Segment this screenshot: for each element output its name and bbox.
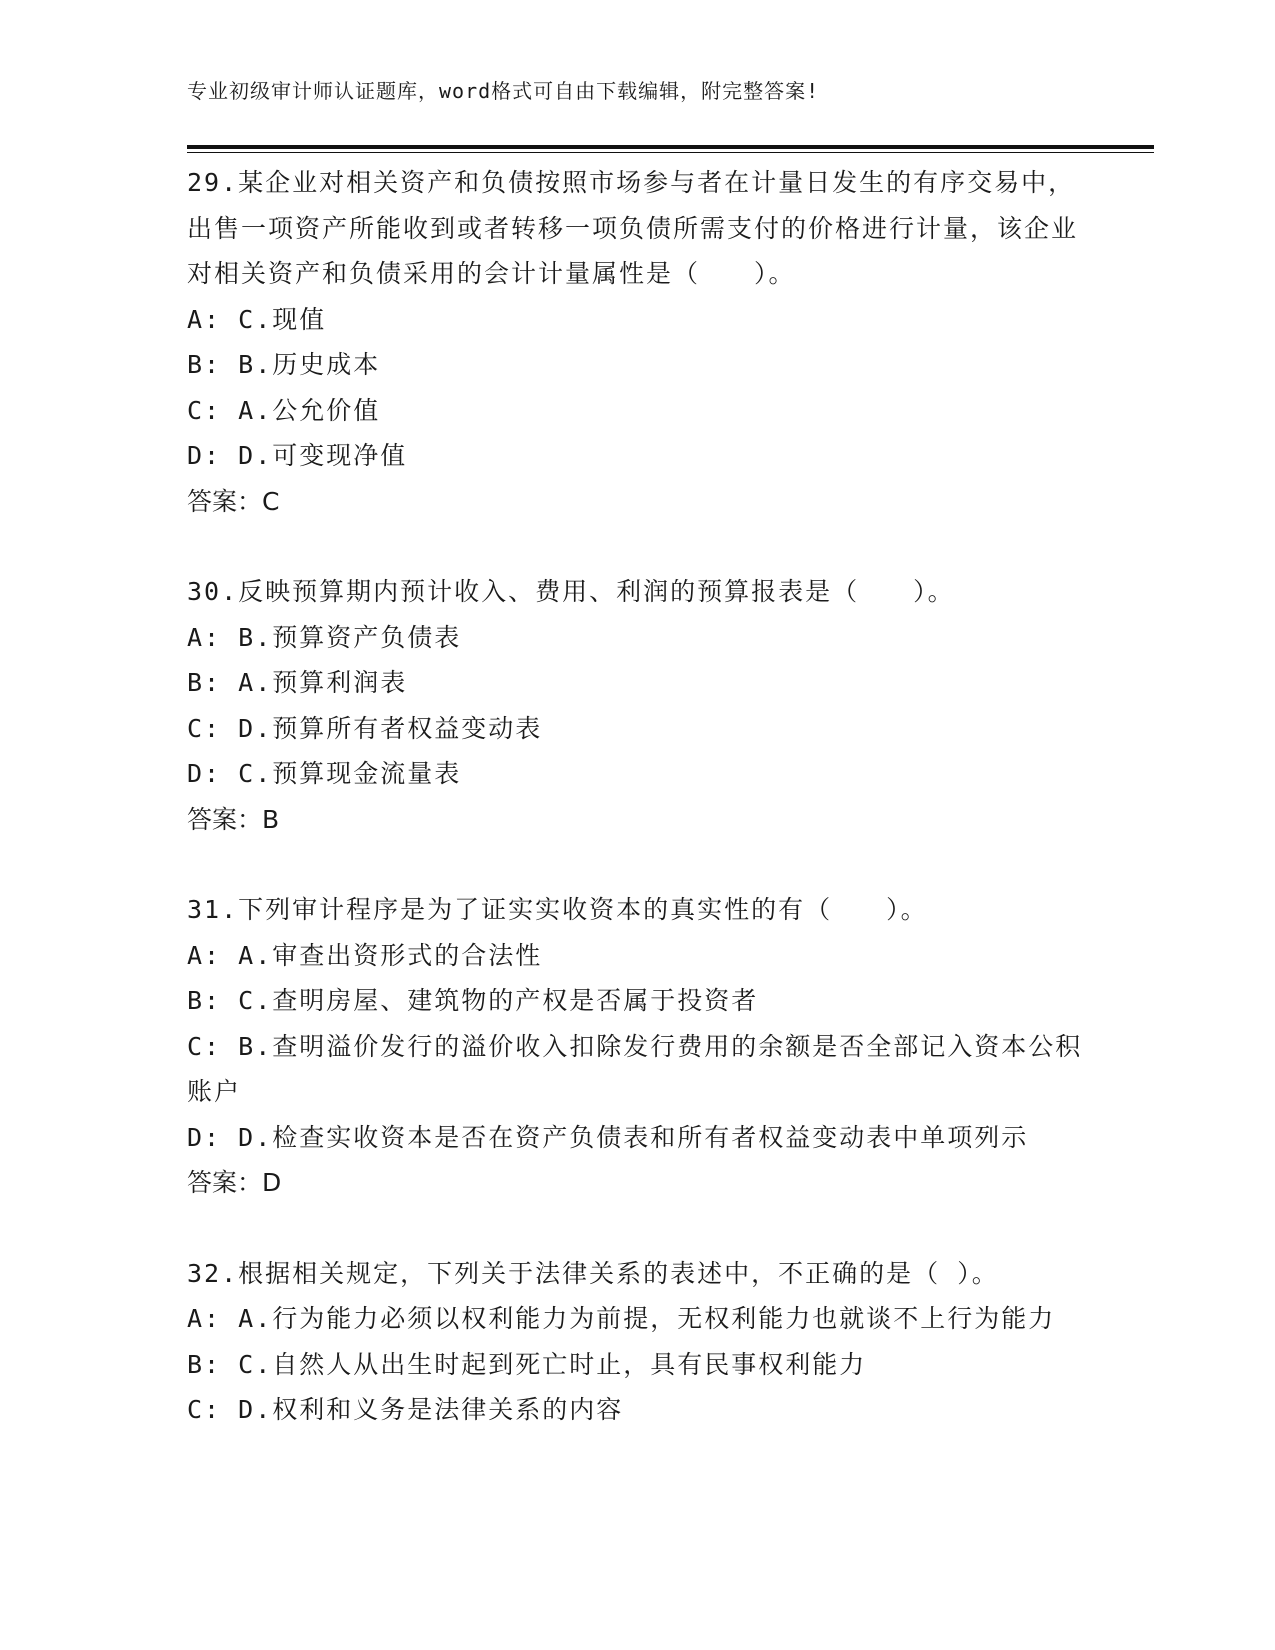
question-text: 32.根据相关规定，下列关于法律关系的表述中，不正确的是（ ）。 <box>187 1258 999 1288</box>
spacer <box>187 842 1087 887</box>
option-d: D: D.检查实收资本是否在资产负债表和所有者权益变动表中单项列示 <box>187 1122 1029 1152</box>
question-31 <box>187 887 1087 1206</box>
option-a: A: C.现值 <box>187 304 327 334</box>
spacer <box>187 1206 1087 1251</box>
option-b: B: C.自然人从出生时起到死亡时止，具有民事权利能力 <box>187 1349 867 1379</box>
option-b: B: C.查明房屋、建筑物的产权是否属于投资者 <box>187 986 759 1015</box>
option-b: B: A.预算利润表 <box>187 668 408 697</box>
question-list <box>187 160 1087 1433</box>
question-text: 29.某企业对相关资产和负债按照市场参与者在计量日发生的有序交易中，出售一项资产所能收到或者转移一项负债所需支付的价格进行计量，该企业对相关资产和负债采用的会计计量属性是（ ）。 <box>187 168 1079 288</box>
question-30 <box>187 569 1087 842</box>
option-a: A: A.行为能力必须以权利能力为前提，无权利能力也就谈不上行为能力 <box>187 1304 1056 1333</box>
question-text: 31.下列审计程序是为了证实实收资本的真实性的有（ ）。 <box>187 895 928 924</box>
answer-label: 答案：D <box>187 1168 282 1197</box>
header-rule-thick <box>187 145 1154 149</box>
header-rule-thin <box>187 152 1154 153</box>
option-d: D: C.预算现金流量表 <box>187 759 462 788</box>
option-a: A: B.预算资产负债表 <box>187 622 462 652</box>
answer-label: 答案：B <box>187 804 280 834</box>
option-c: C: D.权利和义务是法律关系的内容 <box>187 1395 624 1424</box>
question-29 <box>187 160 1087 524</box>
option-b: B: B.历史成本 <box>187 350 381 379</box>
option-c: C: B.查明溢价发行的溢价收入扣除发行费用的余额是否全部记入资本公积账户 <box>187 1031 1083 1106</box>
question-32 <box>187 1251 1087 1433</box>
option-c: C: D.预算所有者权益变动表 <box>187 713 543 743</box>
page-header: 专业初级审计师认证题库，word格式可自由下载编辑，附完整答案! <box>187 79 820 103</box>
question-text: 30.反映预算期内预计收入、费用、利润的预算报表是（ ）。 <box>187 577 955 606</box>
spacer <box>187 524 1087 569</box>
option-d: D: D.可变现净值 <box>187 441 408 470</box>
option-a: A: A.审查出资形式的合法性 <box>187 940 543 970</box>
answer-label: 答案：C <box>187 486 280 516</box>
option-c: C: A.公允价值 <box>187 395 381 425</box>
